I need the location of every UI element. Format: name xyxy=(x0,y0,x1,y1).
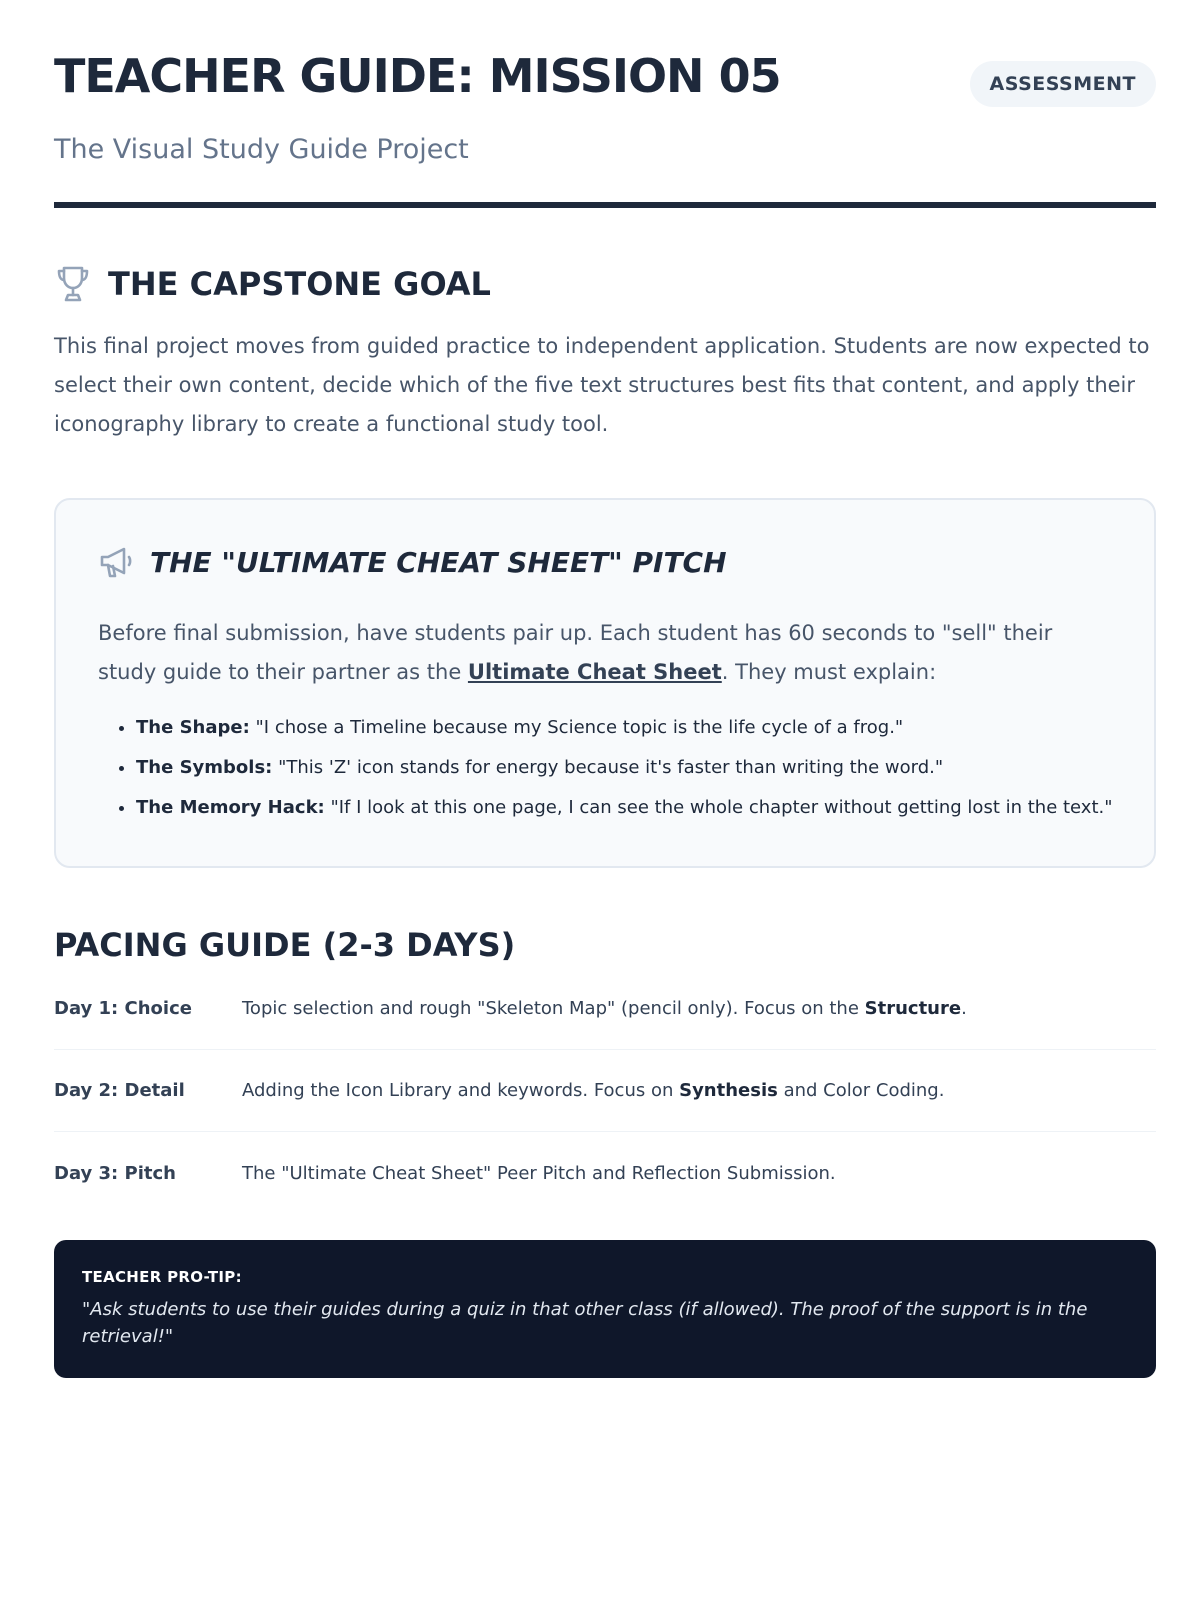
pacing-day-description xyxy=(242,1080,944,1101)
list-item-text: "This 'Z' icon stands for energy because it's faster than writing the word." xyxy=(272,757,944,778)
ultimate-cheat-sheet-highlight: Ultimate Cheat Sheet xyxy=(467,660,722,684)
pacing-heading: PACING GUIDE (2-3 DAYS) xyxy=(54,926,516,964)
list-item-label: The Symbols: xyxy=(136,757,273,778)
pitch-heading: THE "ULTIMATE CHEAT SHEET" PITCH xyxy=(150,545,727,579)
capstone-description: This final project moves from guided practice to independent application. Students are now expected to select their own content, decide which of the five text structures best fits that content, and apply their iconography library to create a functional study tool. xyxy=(54,334,1150,436)
teacher-guide-page xyxy=(54,0,1156,1347)
pro-tip-label: TEACHER PRO-TIP: xyxy=(82,1268,242,1286)
pitch-description xyxy=(98,614,1098,692)
list-item xyxy=(136,748,1138,788)
assessment-badge: ASSESSMENT xyxy=(970,61,1156,107)
list-item-text: "I chose a Timeline because my Science topic is the life cycle of a frog." xyxy=(249,717,904,738)
pacing-day-description xyxy=(242,1163,836,1184)
pacing-day-label: Day 2: Detail xyxy=(54,1080,185,1101)
page-title: TEACHER GUIDE: MISSION 05 xyxy=(54,49,781,103)
capstone-heading-row xyxy=(54,264,491,304)
list-item xyxy=(136,708,1138,748)
pitch-description-end: . They must explain: xyxy=(721,660,937,684)
pacing-text: and Color Coding. xyxy=(777,1080,945,1101)
list-item-label: The Memory Hack: xyxy=(136,797,325,818)
pro-tip-text: "Ask students to use their guides during a quiz in that other class (if allowed). The proof of the support is in the retrieval!" xyxy=(82,1299,1088,1347)
pitch-heading-row xyxy=(98,544,727,580)
teacher-pro-tip xyxy=(54,1240,1156,1378)
megaphone-icon xyxy=(98,544,134,580)
pacing-text: Adding the Icon Library and keywords. Focus on xyxy=(242,1080,680,1101)
pitch-criteria-list xyxy=(98,708,1138,828)
pitch-callout xyxy=(54,498,1156,868)
pacing-table xyxy=(54,968,1156,1214)
guide-header xyxy=(54,0,1156,208)
capstone-heading: THE CAPSTONE GOAL xyxy=(108,265,491,303)
pacing-text: Topic selection and rough "Skeleton Map" (pencil only). Focus on the xyxy=(242,998,865,1019)
pacing-text: The "Ultimate Cheat Sheet" Peer Pitch and Reflection Submission. xyxy=(242,1162,836,1184)
pacing-emphasis: Synthesis xyxy=(679,1080,778,1101)
list-item xyxy=(136,788,1138,828)
pacing-heading-row xyxy=(54,926,515,964)
table-row xyxy=(54,968,1156,1050)
pacing-day-label: Day 3: Pitch xyxy=(54,1162,176,1184)
table-row xyxy=(54,1132,1156,1214)
table-row xyxy=(54,1050,1156,1132)
pacing-day-description xyxy=(242,998,967,1019)
pacing-text: . xyxy=(961,998,967,1019)
trophy-icon xyxy=(54,264,92,304)
page-subtitle: The Visual Study Guide Project xyxy=(54,134,469,165)
pacing-day-label: Day 1: Choice xyxy=(54,998,192,1019)
list-item-text: "If I look at this one page, I can see the whole chapter without getting lost in the text." xyxy=(324,797,1113,818)
pitch-description-start: Before final submission, have students pair up. Each student has 60 seconds to "sell" their study guide to their partner as the xyxy=(98,621,1053,684)
list-item-label: The Shape: xyxy=(136,717,250,738)
pacing-emphasis: Structure xyxy=(864,998,962,1019)
